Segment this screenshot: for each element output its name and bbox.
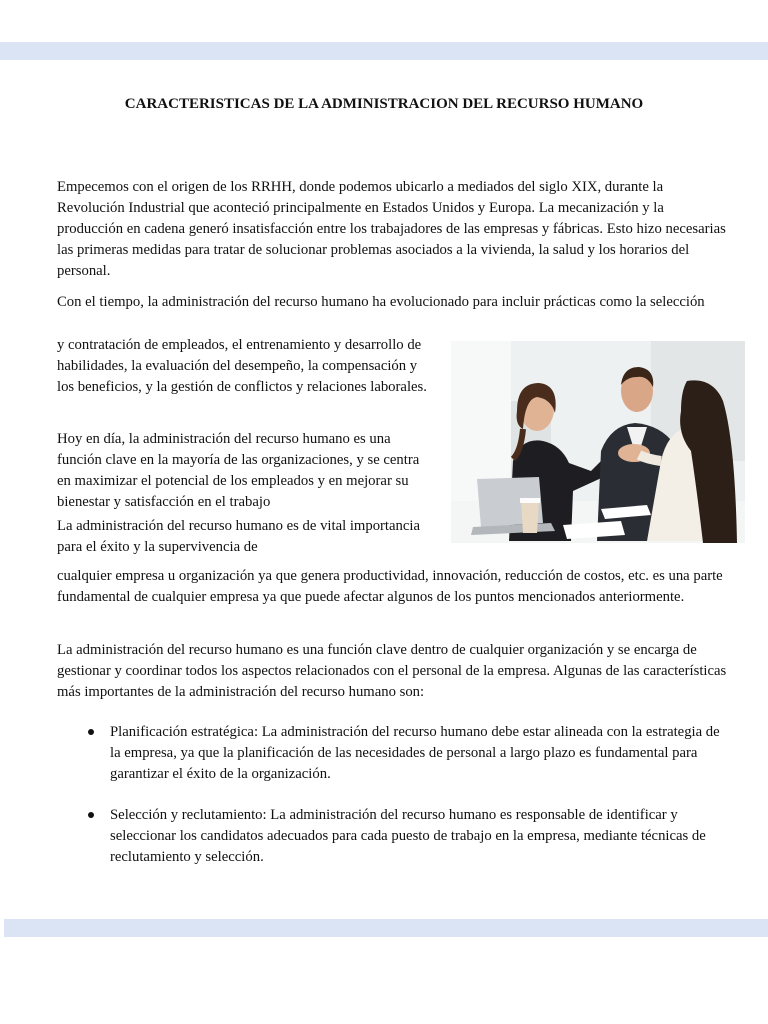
list-item [57, 722, 727, 785]
paragraph-today: Hoy en día, la administración del recurso humano es una función clave en la mayoría de las organizaciones, y se centra en maximizar el potencial de los empleados y en mejorar su bienestar y satisfacción en el trabajo [57, 431, 420, 510]
paragraph-evolution-intro: Con el tiempo, la administración del recurso humano ha evolucionado para incluir prácticas como la selección [57, 294, 705, 310]
paragraph-characteristics-intro: La administración del recurso humano es una función clave dentro de cualquier organización y se encarga de gestionar y coordinar todos los aspectos relacionados con el personal de la empresa. Algunas de las características más importantes de la administración del recurso humano son: [57, 642, 727, 700]
paragraph-importance-start: La administración del recurso humano es de vital importancia para el éxito y la supervivencia de [57, 518, 420, 555]
list-item-text: Selección y reclutamiento: La administración del recurso humano es responsable de identificar y seleccionar los candidatos adecuados para cada puesto de trabajo en la empresa, mediante técnicas de reclutamiento y selección. [110, 807, 706, 865]
business-handshake-photo [451, 341, 745, 543]
header-band [0, 42, 768, 60]
paragraph-origin: Empecemos con el origen de los RRHH, donde podemos ubicarlo a mediados del siglo XIX, durante la Revolución Industrial que aconteció principalmente en Estados Unidos y Europa. La mecanización y la producción en cadena generó insatisfacción entre los trabajadores de las empresas y fábricas. Esto hizo necesarias las primeras medidas para tratar de solucionar problemas asociados a la vivienda, la salud y los horarios del personal. [57, 179, 726, 279]
paragraph-importance-rest: cualquier empresa u organización ya que genera productividad, innovación, reducción de costos, etc. es una parte fundamental de cualquier empresa ya que puede afectar algunos de los puntos mencionados anteriormente. [57, 568, 723, 605]
bullet-icon [88, 812, 94, 818]
bullet-icon [88, 729, 94, 735]
list-item-text: Planificación estratégica: La administración del recurso humano debe estar alineada con la estrategia de la empresa, ya que la planificación de las necesidades de personal a largo plazo es fundamental para garantizar el éxito de la organización. [110, 724, 720, 782]
footer-band [4, 919, 768, 937]
paragraph-evolution-rest: y contratación de empleados, el entrenamiento y desarrollo de habilidades, la evaluación del desempeño, la compensación y los beneficios, y la gestión de conflictos y relaciones laborales. [57, 337, 427, 395]
page-title: CARACTERISTICAS DE LA ADMINISTRACION DEL RECURSO HUMANO [124, 96, 644, 112]
list-item [57, 805, 727, 868]
characteristics-list [57, 722, 727, 888]
